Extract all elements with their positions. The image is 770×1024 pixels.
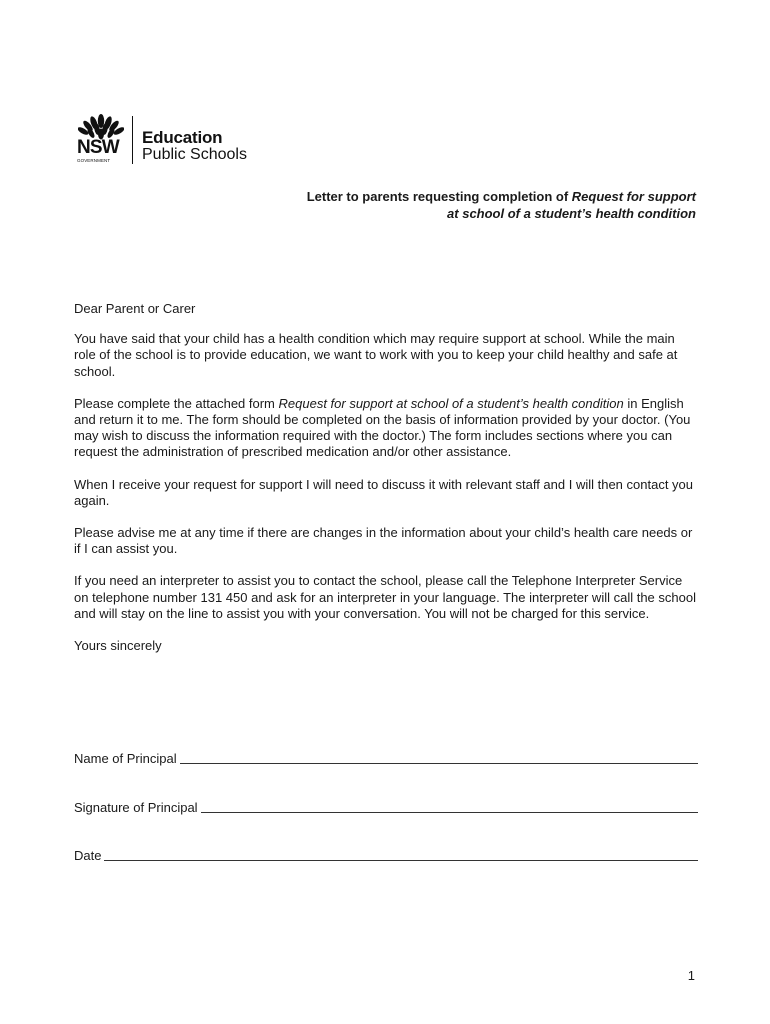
principal-signature-field[interactable] [74,800,698,816]
paragraph2-form-name: Request for support at school of a student’s health condition [278,395,624,411]
paragraph2-suffix: in English and return it to me. The form should be completed on the basis of information provided by your doctor. (You may wish to discuss the information required with the doctor.) The form includes sections where you can request the administration of prescribed medication and/or other assistance. [74,395,691,460]
department-name: Education [142,128,223,147]
date-field[interactable] [74,848,698,864]
principal-signature-label: Signature of Principal [74,800,198,815]
government-wordmark: GOVERNMENT [77,158,111,163]
title-form-name-part2: at school of a student’s health condition [447,206,696,221]
paragraph2-prefix: Please complete the attached form [74,395,279,411]
division-name: Public Schools [142,146,247,163]
principal-name-field[interactable] [74,751,698,767]
principal-name-label: Name of Principal [74,751,177,766]
paragraph-interpreter: If you need an interpreter to assist you to contact the school, please call the Telephone Interpreter Service on telephone number 131 450 and ask for an interpreter in your language. The interpreter will call the school and will stay on the line to assist you with your conversation. You will not be charged for this service. [74,573,696,621]
title-form-name-part1: Request for support [571,189,696,204]
page-number: 1 [687,968,695,983]
nsw-wordmark: NSW [77,137,119,158]
letter-title [196,188,696,222]
nsw-education-logo [76,113,247,165]
title-prefix: Letter to parents requesting completion of [306,189,572,204]
logo-divider [132,116,133,164]
date-label: Date [74,848,102,863]
closing: Yours sincerely [74,638,162,654]
principal-signature-blank[interactable] [201,802,698,813]
date-blank[interactable] [104,850,698,861]
principal-name-blank[interactable] [180,753,698,764]
nsw-government-mark [76,113,126,165]
salutation: Dear Parent or Carer [74,301,196,316]
paragraph-complete-form [74,396,699,461]
department-wordmark [142,129,247,164]
letter-body [74,301,699,670]
paragraph-advise-changes: Please advise me at any time if there are changes in the information about your child’s health care needs or if I can assist you. [74,525,693,557]
paragraph-health-condition: You have said that your child has a health condition which may require support at school. While the main role of the school is to provide education, we want to work with you to keep your child healthy and safe at school. [74,331,678,379]
paragraph-request-followup: When I receive your request for support I will need to discuss it with relevant staff and I will then contact you again. [74,476,694,508]
